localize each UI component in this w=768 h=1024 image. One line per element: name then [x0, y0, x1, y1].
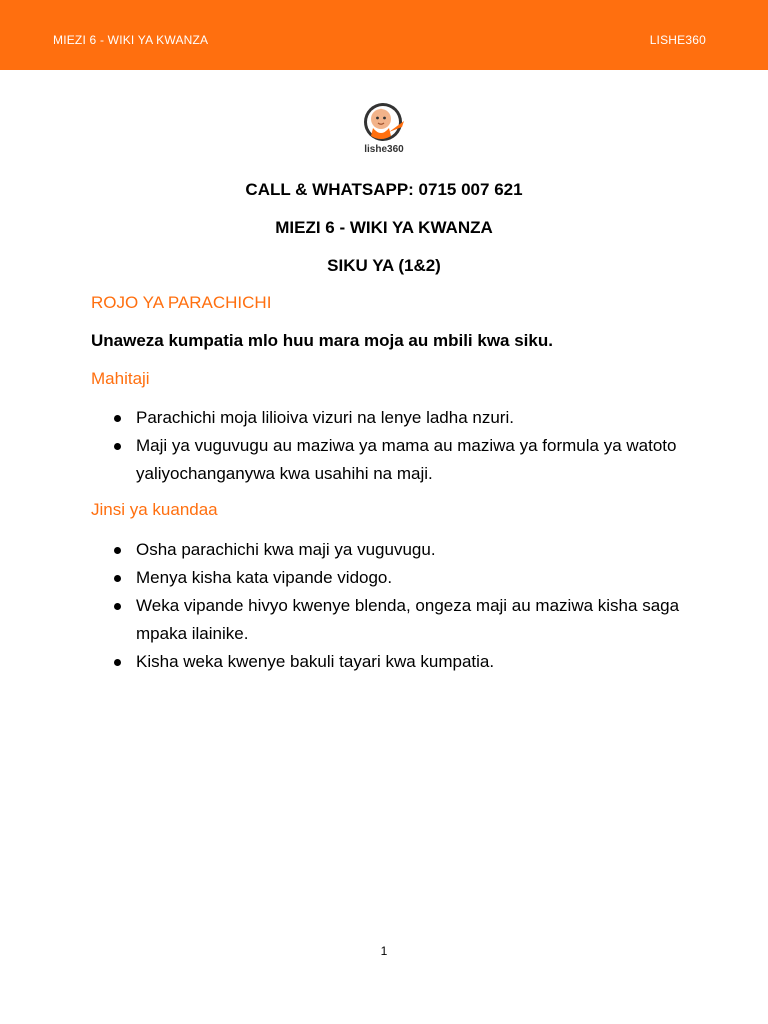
list-item-text: Maji ya vuguvugu au maziwa ya mama au maziwa ya formula ya watoto yaliyochanganywa kwa usahihi na maji. [136, 436, 677, 483]
contact-line: CALL & WHATSAPP: 0715 007 621 [245, 180, 523, 199]
header-bar [0, 0, 768, 70]
method-list [110, 536, 690, 676]
brand-logo [359, 102, 409, 158]
days-title: SIKU YA (1&2) [327, 256, 441, 275]
bullet-icon [114, 443, 121, 450]
list-item [110, 432, 690, 488]
list-item [110, 536, 690, 564]
page-number: 1 [380, 944, 388, 958]
recipe-intro: Unaweza kumpatia mlo huu mara moja au mbili kwa siku. [91, 331, 553, 350]
bullet-icon [114, 547, 121, 554]
list-item-text: Weka vipande hivyo kwenye blenda, ongeza maji au maziwa kisha saga mpaka ilainike. [136, 596, 680, 643]
bullet-icon [114, 659, 121, 666]
list-item [110, 404, 690, 432]
header-section-title: MIEZI 6 - WIKI YA KWANZA [53, 33, 209, 47]
ingredients-list [110, 404, 690, 488]
bullet-icon [114, 415, 121, 422]
list-item [110, 648, 690, 676]
ingredients-heading: Mahitaji [91, 369, 150, 388]
list-item-text: Kisha weka kwenye bakuli tayari kwa kumpatia. [136, 652, 495, 671]
logo-text: lishe360 [364, 144, 404, 155]
list-item-text: Parachichi moja lilioiva vizuri na lenye ladha nzuri. [136, 408, 514, 427]
list-item-text: Menya kisha kata vipande vidogo. [136, 568, 393, 587]
list-item [110, 564, 690, 592]
bullet-icon [114, 603, 121, 610]
list-item [110, 592, 690, 648]
recipe-title: ROJO YA PARACHICHI [91, 293, 272, 312]
bullet-icon [114, 575, 121, 582]
list-item-text: Osha parachichi kwa maji ya vuguvugu. [136, 540, 436, 559]
header-brand: LISHE360 [649, 33, 706, 47]
period-title: MIEZI 6 - WIKI YA KWANZA [275, 218, 493, 237]
baby-face-logo-icon [359, 102, 409, 144]
method-heading: Jinsi ya kuandaa [91, 500, 218, 519]
